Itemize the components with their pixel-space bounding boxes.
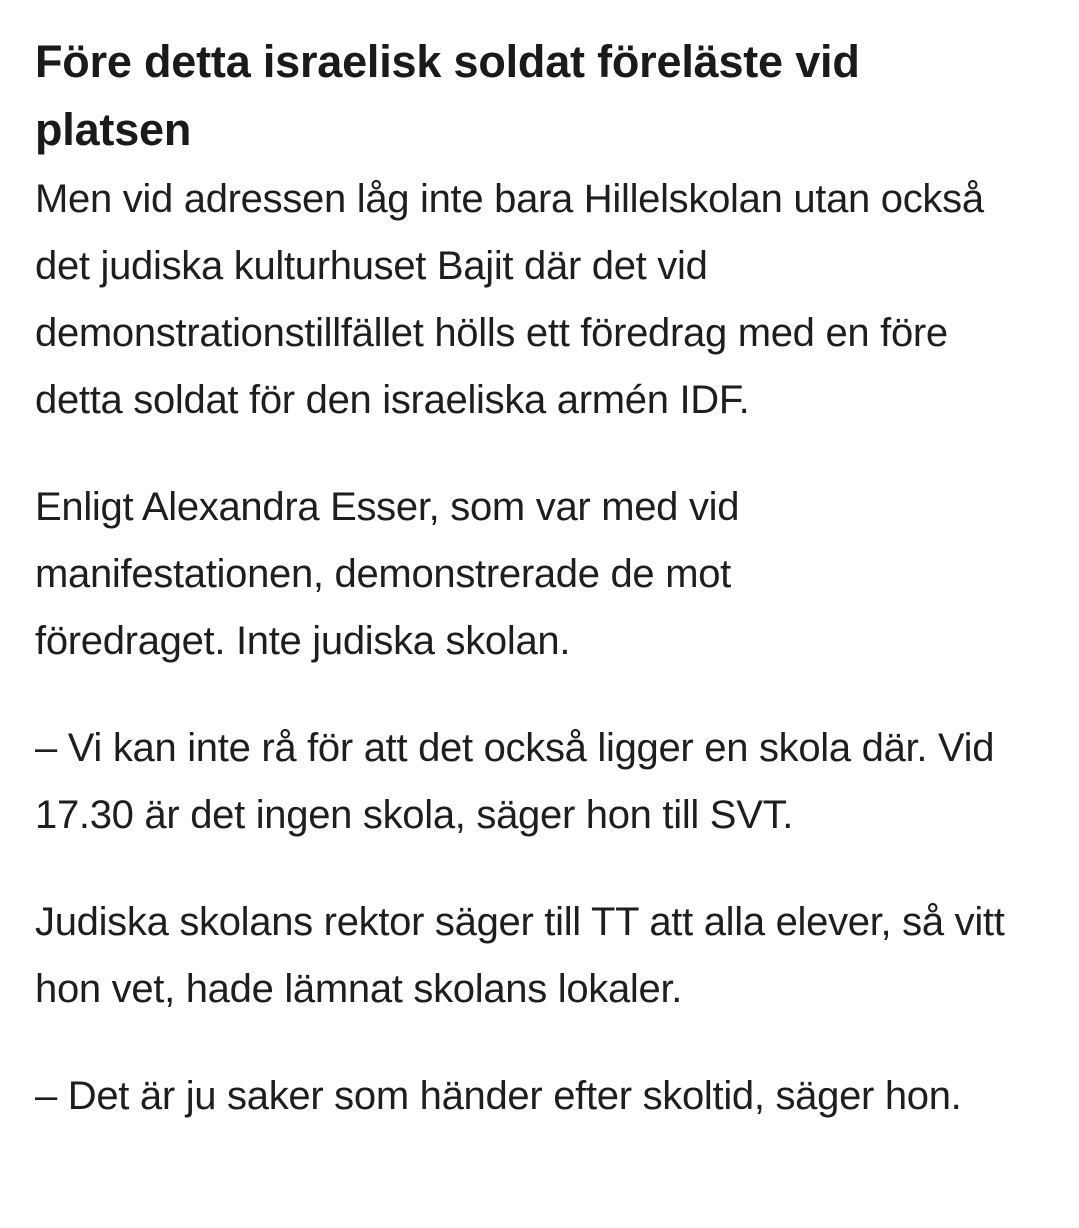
article-paragraph: Judiska skolans rektor säger till TT att alla elever, så vitt hon vet, hade lämnat skolans lokaler. xyxy=(35,900,1005,1011)
section-headline: Före detta israelisk soldat föreläste vid platsen xyxy=(35,36,860,155)
article-paragraph: Enligt Alexandra Esser, som var med vid manifestationen, demonstrerade de mot föredraget. Inte judiska skolan. xyxy=(35,485,740,663)
article-quote-paragraph: – Vi kan inte rå för att det också ligger en skola där. Vid 17.30 är det ingen skola, säger hon till SVT. xyxy=(35,726,995,837)
article-quote-paragraph: – Det är ju saker som händer efter skoltid, säger hon. xyxy=(35,1074,962,1118)
article-paragraph: Men vid adressen låg inte bara Hillelskolan utan också det judiska kulturhuset Bajit där det vid demonstrationstillfället hölls ett föredrag med en före detta soldat för den israeliska armén IDF. xyxy=(35,177,984,422)
